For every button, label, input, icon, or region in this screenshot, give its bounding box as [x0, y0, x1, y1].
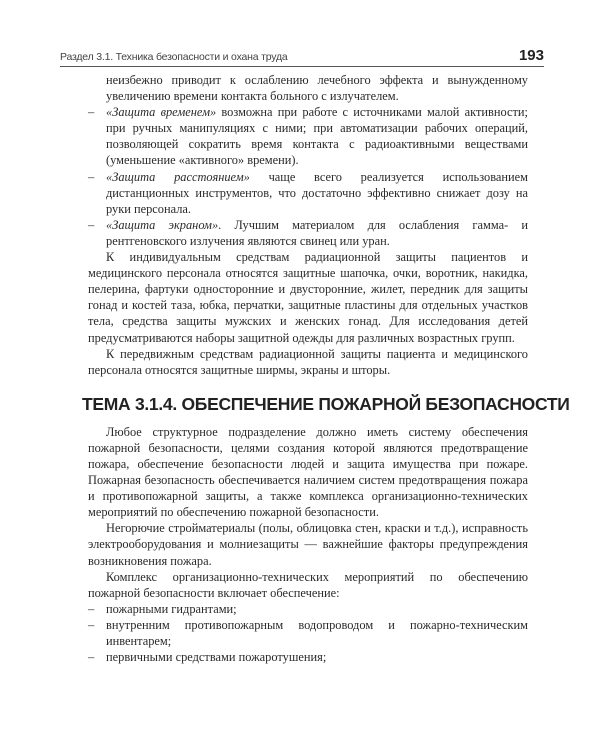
- page-number: 193: [518, 47, 544, 64]
- paragraph-continuation: неизбежно приводит к ослаблению лечебного эффекта и вынужденному увеличению времени контакта больного с излучателем.: [106, 73, 528, 104]
- paragraph-mobile-protection: К передвижным средствам радиационной защиты пациента и медицинского персонала относятся защитные ширмы, экраны и шторы.: [88, 346, 528, 377]
- dash-marker: –: [88, 650, 95, 665]
- paragraph-fire-safety-system: Любое структурное подразделение должно иметь систему обеспечения пожарной безопасности, целями создания которой являются предотвращение пожара, обеспечение безопасности людей и защита имущества при пожаре. Пожарная безопасность обеспечивается наличием систем предотвращения пожара и противопожарной защиты, а также комплекса организационно-технических мероприятий по обеспечению пожарной безопасности.: [88, 424, 528, 520]
- dash-marker: –: [88, 617, 95, 632]
- list-item-extinguishers: [88, 649, 528, 665]
- bullet-screen-text: . Лучшим материалом для ослабления гамма- и рентгеновского излучения являются свинец или уран.: [106, 217, 529, 248]
- bullet-protection-time: [88, 104, 528, 168]
- dash-marker: –: [88, 169, 95, 184]
- term-screen: «Защита экраном»: [106, 217, 219, 232]
- dash-marker: –: [88, 217, 95, 232]
- term-time: «Защита временем»: [106, 105, 217, 120]
- page-body: [82, 72, 570, 665]
- page-header: [60, 44, 544, 67]
- list-item-text: пожарными гидрантами;: [106, 601, 237, 616]
- bullet-protection-distance: [88, 169, 528, 217]
- list-item-text: первичными средствами пожаротушения;: [106, 650, 327, 665]
- list-item-hydrants: [88, 601, 528, 617]
- bullet-protection-screen: [88, 217, 528, 249]
- paragraph-individual-protection: К индивидуальным средствам радиационной защиты пациентов и медицинского персонала относятся защитные шапочка, очки, воротник, накидка, пелерина, фартуки односторонние и двусторонние, жилет, передник для защиты гонад и костей таза, юбка, перчатки, защитные пластины для отдельных участков тела, средства защиты мужских и женских гонад. Для исследования детей предусматриваются наборы защитной одежды для различных возрастных групп.: [88, 250, 528, 345]
- bullet-time-text: возможна при работе с источниками малой активности; при ручных манипуляциях с ними; при автоматизации рабочих операций, позволяющей сократить время контакта с радиоактивными веществами (уменьшение «активного» времени).: [106, 105, 528, 168]
- dash-marker: –: [88, 601, 95, 616]
- running-title: Раздел 3.1. Техника безопасности и охана труда: [60, 51, 288, 63]
- term-distance: «Защита расстоянием»: [106, 169, 250, 184]
- paragraph-non-combustible-materials: Негорючие стройматериалы (полы, облицовка стен, краски и т.д.), исправность электрооборудования и молниезащиты — важнейшие факторы предупреждения возникновения пожара.: [88, 521, 528, 568]
- list-item-text: внутренним противопожарным водопроводом и пожарно-техническим инвентарем;: [106, 617, 528, 648]
- dash-marker: –: [88, 105, 95, 120]
- bullet-distance-text: чаще всего реализуется использованием дистанционных инструментов, что достаточно эффективно снижает дозу на руки персонала.: [106, 169, 529, 216]
- paragraph-measures-complex: Комплекс организационно-технических мероприятий по обеспечению пожарной безопасности включает обеспечение:: [88, 569, 528, 600]
- topic-heading: ТЕМА 3.1.4. ОБЕСПЕЧЕНИЕ ПОЖАРНОЙ БЕЗОПАСНОСТИ: [82, 393, 570, 414]
- list-item-water-supply: [88, 617, 528, 649]
